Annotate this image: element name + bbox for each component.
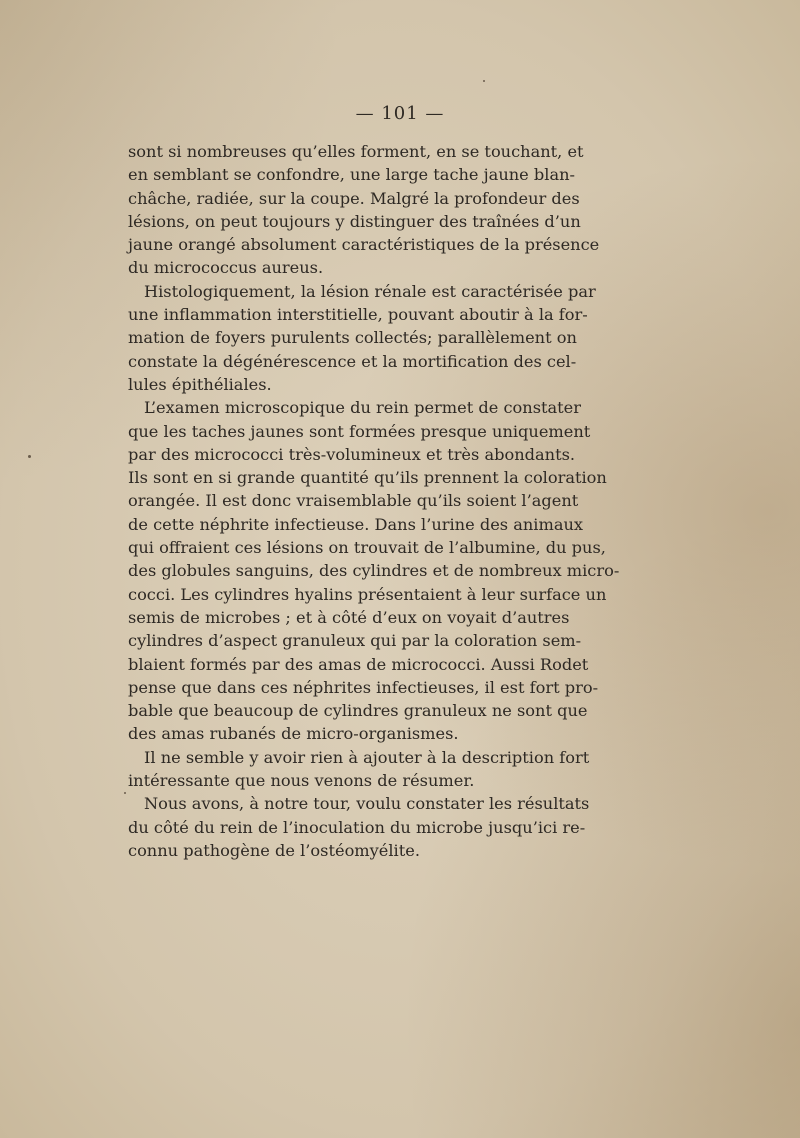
text-line: jaune orangé absolument caractéristiques de la présence — [128, 235, 600, 255]
page-number: — 101 — — [355, 103, 445, 124]
text-line: des globules sanguins, des cylindres et de nombreux micro- — [128, 561, 620, 581]
ink-speck — [124, 792, 126, 794]
text-line: semis de microbes ; et à côté d’eux on voyait d’autres — [128, 607, 570, 627]
text-line: Ils sont en si grande quantité qu’ils prennent la coloration — [128, 468, 607, 488]
text-line: sont si nombreuses qu’elles forment, en se touchant, et — [128, 142, 584, 161]
text-line: blaient formés par des amas de micrococci. Aussi Rodet — [128, 654, 589, 674]
text-line: pense que dans ces néphrites infectieuses, il est fort pro- — [128, 677, 599, 697]
text-line: cocci. Les cylindres hyalins présentaient à leur surface un — [128, 584, 607, 604]
text-line: lules épithéliales. — [128, 374, 272, 394]
text-line: constate la dégénérescence et la mortification des cel- — [128, 351, 577, 371]
text-line: du micrococcus aureus. — [128, 258, 324, 278]
text-line: mation de foyers purulents collectés; parallèlement on — [128, 328, 577, 348]
text-line: Il ne semble y avoir rien à ajouter à la description fort — [144, 747, 590, 767]
text-line: Histologiquement, la lésion rénale est caractérisée par — [144, 281, 596, 301]
text-line: qui offraient ces lésions on trouvait de l’albumine, du pus, — [128, 538, 606, 558]
text-line: des amas rubanés de micro-organismes. — [128, 724, 459, 744]
ink-speck — [483, 80, 485, 82]
body-text — [128, 140, 620, 862]
text-line: lésions, on peut toujours y distinguer des traînées d’un — [128, 211, 581, 231]
ink-speck — [28, 455, 31, 458]
text-line: de cette néphrite infectieuse. Dans l’urine des animaux — [128, 514, 584, 534]
text-line: orangée. Il est donc vraisemblable qu’ils soient l’agent — [128, 491, 579, 511]
text-line: Nous avons, à notre tour, voulu constater les résultats — [144, 794, 590, 814]
text-line: par des micrococci très-volumineux et très abondants. — [128, 444, 576, 464]
text-line: intéressante que nous venons de résumer. — [128, 771, 475, 791]
text-line: connu pathogène de l’ostéomyélite. — [128, 840, 420, 860]
text-line: châche, radiée, sur la coupe. Malgré la profondeur des — [128, 188, 580, 208]
text-line: bable que beaucoup de cylindres granuleux ne sont que — [128, 701, 588, 721]
text-line: cylindres d’aspect granuleux qui par la coloration sem- — [128, 631, 582, 651]
text-line: en semblant se confondre, une large tache jaune blan- — [128, 165, 575, 185]
text-line: L’examen microscopique du rein permet de constater — [144, 398, 581, 418]
text-line: une inflammation interstitielle, pouvant aboutir à la for- — [128, 305, 588, 325]
text-line: que les taches jaunes sont formées presque uniquement — [128, 421, 591, 441]
text-line: du côté du rein de l’inoculation du microbe jusqu’ici re- — [128, 817, 586, 837]
